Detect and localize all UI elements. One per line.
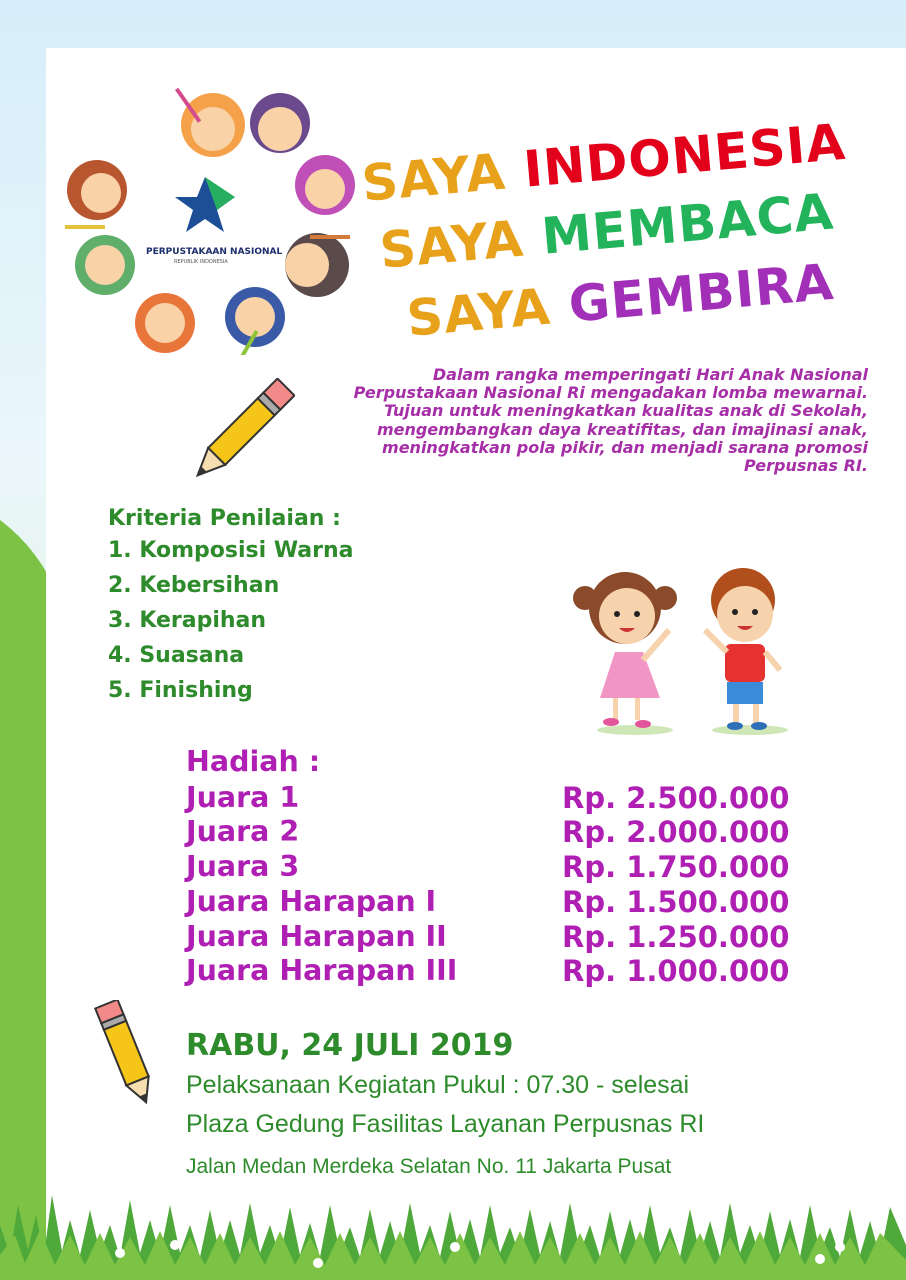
prize-amount: Rp. 2.500.000 <box>562 781 790 815</box>
criteria-item: 3. Kerapihan <box>108 608 267 633</box>
criteria-item: 2. Kebersihan <box>108 573 280 598</box>
kids-illustration <box>565 560 815 740</box>
criteria-item: 1. Komposisi Warna <box>108 538 354 563</box>
prize-label: Juara 2 <box>186 815 300 848</box>
intro-paragraph: Dalam rangka memperingati Hari Anak Nasional Perpustakaan Nasional Ri mengadakan lomba mewarnai. Tujuan untuk meningkatkan kualitas anak di Sekolah, mengembangkan daya kreatifitas, dan imajinasi anak, meningkatkan pola pikir, dan menjadi sarana promosi Perpusnas RI. <box>353 365 868 476</box>
logo-subtitle: REPUBLIK INDONESIA <box>174 259 228 265</box>
event-address: Jalan Medan Merdeka Selatan No. 11 Jakarta Pusat <box>186 1155 672 1178</box>
event-time: Pelaksanaan Kegiatan Pukul : 07.30 - selesai <box>186 1071 690 1099</box>
title-word-membaca: MEMBACA <box>539 182 837 266</box>
criteria-item: 4. Suasana <box>108 643 245 668</box>
prize-amount: Rp. 1.000.000 <box>562 954 790 988</box>
event-place: Plaza Gedung Fasilitas Layanan Perpusnas RI <box>186 1110 705 1138</box>
criteria-item: 5. Finishing <box>108 678 253 703</box>
prize-amount: Rp. 1.500.000 <box>562 885 790 919</box>
event-date: RABU, 24 JULI 2019 <box>186 1028 514 1063</box>
star-icon <box>175 177 235 232</box>
prize-label: Juara 1 <box>186 781 300 814</box>
prize-label: Juara Harapan II <box>186 920 447 953</box>
title-prefix-1: SAYA <box>359 142 509 213</box>
prize-label: Juara Harapan I <box>186 885 437 918</box>
prize-label: Juara Harapan III <box>186 954 458 987</box>
prize-label: Juara 3 <box>186 850 300 883</box>
prize-amount: Rp. 1.750.000 <box>562 850 790 884</box>
logo-name: PERPUSTAKAAN NASIONAL <box>146 247 283 257</box>
title-word-indonesia: INDONESIA <box>521 112 848 199</box>
prize-amount: Rp. 2.000.000 <box>562 815 790 849</box>
grass-border <box>0 1185 906 1280</box>
prize-amount: Rp. 1.250.000 <box>562 920 790 954</box>
pencil-icon <box>92 1000 162 1110</box>
logo-kids-circle <box>55 85 355 355</box>
title-prefix-2: SAYA <box>377 209 527 280</box>
prizes-heading: Hadiah : <box>186 745 321 778</box>
title-prefix-3: SAYA <box>404 277 554 348</box>
criteria-heading: Kriteria Penilaian : <box>108 506 341 531</box>
pencil-icon <box>185 378 295 488</box>
title-word-gembira: GEMBIRA <box>566 252 837 334</box>
